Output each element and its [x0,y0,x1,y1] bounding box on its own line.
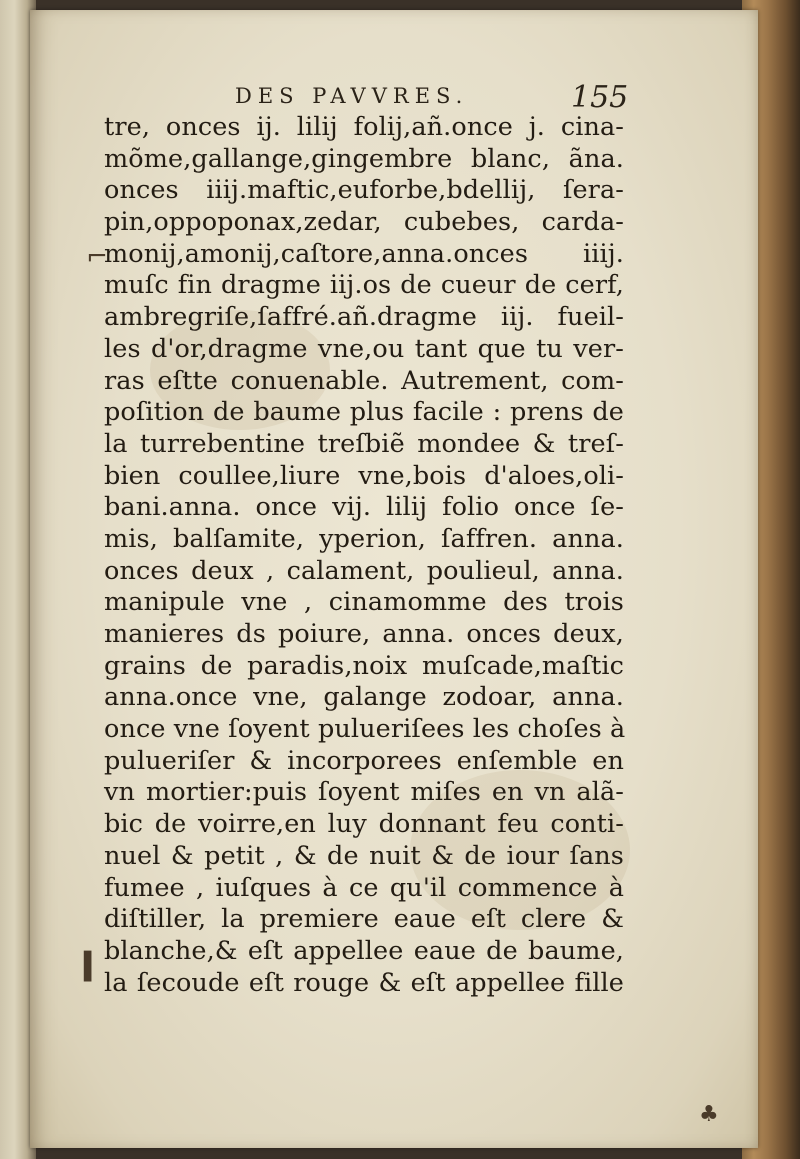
text-line: les d'or,dragme vne,ou tant que tu ver- [104,333,624,364]
text-line: anna.once vne, galange zodoar, anna. [104,682,624,713]
text-line: once vne ſoyent pulueriſees les choſes à [104,714,626,745]
text-line: fumee , iuſques à ce qu'il commence à [104,872,624,903]
text-line: manipule vne , cinamomme des trois [104,587,624,618]
text-line: bien coullee,liure vne,bois d'aloes,oli- [104,460,624,491]
text-line: mis, balſamite, yperion, ſaffren. anna. [104,523,624,554]
text-line: onces iiij.maftic,euforbe,bdellij, ſera- [104,175,624,206]
catchword-mark: ♣ [699,1102,719,1127]
text-line: blanche,& eſt appellee eaue de baume, [104,935,624,966]
margin-annotation-mark: ▍ [84,952,104,982]
text-line: pulueriſer & incorporees enſemble en [104,745,624,776]
text-line: muſc fin dragme iij.os de cueur de cerf, [104,270,624,301]
text-line: bani.anna. once vij. lilij folio once ſe- [104,492,624,523]
margin-annotation-mark: ⌐ [86,242,108,272]
text-line: pin,oppoponax,zedar, cubebes, carda- [104,207,624,238]
text-line: la turrebentine treſbiẽ mondee & treſ- [104,428,624,459]
text-line: vn mortier:puis ſoyent miſes en vn alã- [104,777,624,808]
text-line: grains de paradis,noix muſcade,maſtic [104,650,624,681]
text-line: monij,amonij,caſtore,anna.onces iiij. [104,238,624,269]
text-line: onces deux , calament, poulieul, anna. [104,555,624,586]
text-line: bic de voirre,en luy donnant feu conti- [104,809,624,840]
text-line: mõme,gallange,gingembre blanc, ãna. [104,143,624,174]
text-line: diſtiller, la premiere eaue eſt clere & [104,904,624,935]
text-line: manieres ds poiure, anna. onces deux, [104,619,624,649]
text-line: ambregriſe,ſaffré.añ.dragme iij. fueil- [104,302,624,333]
text-line: ras eſtte conuenable. Autrement, com- [104,365,624,396]
text-line: la ſecoude eſt rouge & eſt appellee fille [104,967,624,998]
running-head: DES PAVVRES. [235,84,469,108]
text-line: nuel & petit , & de nuit & de iour ſans [104,840,624,871]
page-number: 155 [571,80,629,115]
page-sheet [30,10,758,1148]
page-header [30,80,758,116]
text-line: poſition de baume plus facile : prens de [104,397,624,428]
text-line: tre, onces ij. lilij folij,añ.once j. cina- [104,112,624,142]
body-text [84,112,719,1127]
